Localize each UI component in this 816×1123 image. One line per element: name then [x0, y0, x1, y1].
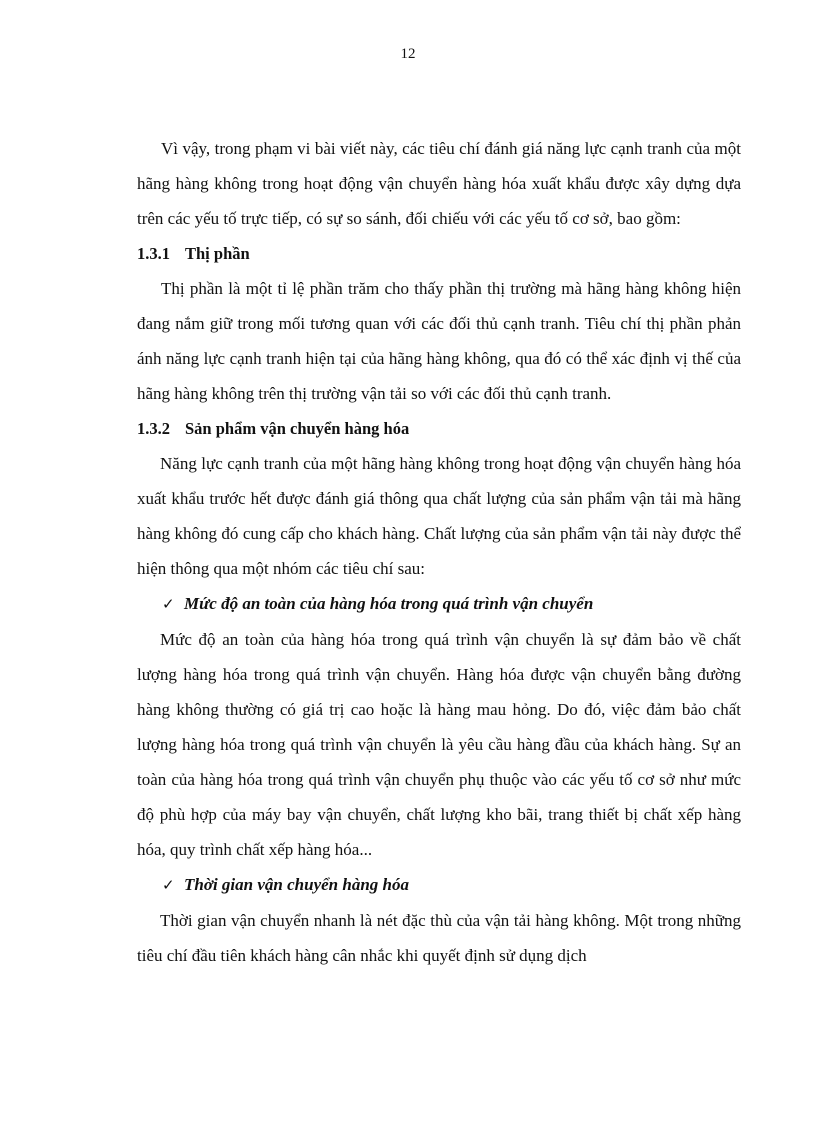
criterion-title: Thời gian vận chuyển hàng hóa [184, 875, 409, 894]
checkmark-icon: ✓ [162, 876, 175, 894]
section-title: Thị phần [185, 244, 250, 263]
section-heading-cargo-product [137, 411, 741, 446]
intro-paragraph: Vì vậy, trong phạm vi bài viết này, các tiêu chí đánh giá năng lực cạnh tranh của một hãng hàng không trong hoạt động vận chuyển hàng hóa xuất khẩu được xây dựng dựa trên các yếu tố trực tiếp, có sự so sánh, đối chiếu với các yếu tố cơ sở, bao gồm: [137, 139, 741, 228]
section-heading-market-share [137, 236, 741, 271]
criterion-heading-time [137, 867, 741, 903]
safety-paragraph: Mức độ an toàn của hàng hóa trong quá trình vận chuyển là sự đảm bảo về chất lượng hàng hóa trong quá trình vận chuyển. Hàng hóa được vận chuyển bằng đường hàng không thường có giá trị cao hoặc là hàng mau hỏng. Do đó, việc đảm bảo chất lượng hàng hóa trong quá trình vận chuyển là yêu cầu hàng đầu của khách hàng. Sự an toàn của hàng hóa trong quá trình vận chuyển phụ thuộc vào các yếu tố cơ sở như mức độ phù hợp của máy bay vận chuyển, chất lượng kho bãi, trang thiết bị chất xếp hàng hóa, quy trình chất xếp hàng hóa... [137, 630, 741, 859]
criterion-title: Mức độ an toàn của hàng hóa trong quá trình vận chuyển [184, 594, 594, 613]
market-share-paragraph: Thị phần là một tỉ lệ phần trăm cho thấy phần thị trường mà hãng hàng không hiện đang nắm giữ trong mối tương quan với các đối thủ cạnh tranh. Tiêu chí thị phần phản ánh năng lực cạnh tranh hiện tại của hãng hàng không, qua đó có thể xác định vị thế của hãng hàng không trên thị trường vận tải so với các đối thủ cạnh tranh. [137, 279, 741, 403]
document-body [137, 131, 741, 973]
section-number: 1.3.1 [137, 244, 170, 263]
page-number: 12 [400, 46, 416, 62]
cargo-product-paragraph: Năng lực cạnh tranh của một hãng hàng không trong hoạt động vận chuyển hàng hóa xuất khẩu trước hết được đánh giá thông qua chất lượng của sản phẩm vận tải mà hãng hàng không đó cung cấp cho khách hàng. Chất lượng của sản phẩm vận tải này được thể hiện thông qua một nhóm các tiêu chí sau: [137, 454, 741, 578]
time-paragraph: Thời gian vận chuyển nhanh là nét đặc thù của vận tải hàng không. Một trong những tiêu chí đầu tiên khách hàng cân nhắc khi quyết định sử dụng dịch [137, 911, 741, 965]
criterion-heading-safety [137, 586, 741, 622]
section-title: Sản phẩm vận chuyển hàng hóa [185, 419, 410, 438]
section-number: 1.3.2 [137, 419, 170, 438]
checkmark-icon: ✓ [162, 595, 175, 613]
